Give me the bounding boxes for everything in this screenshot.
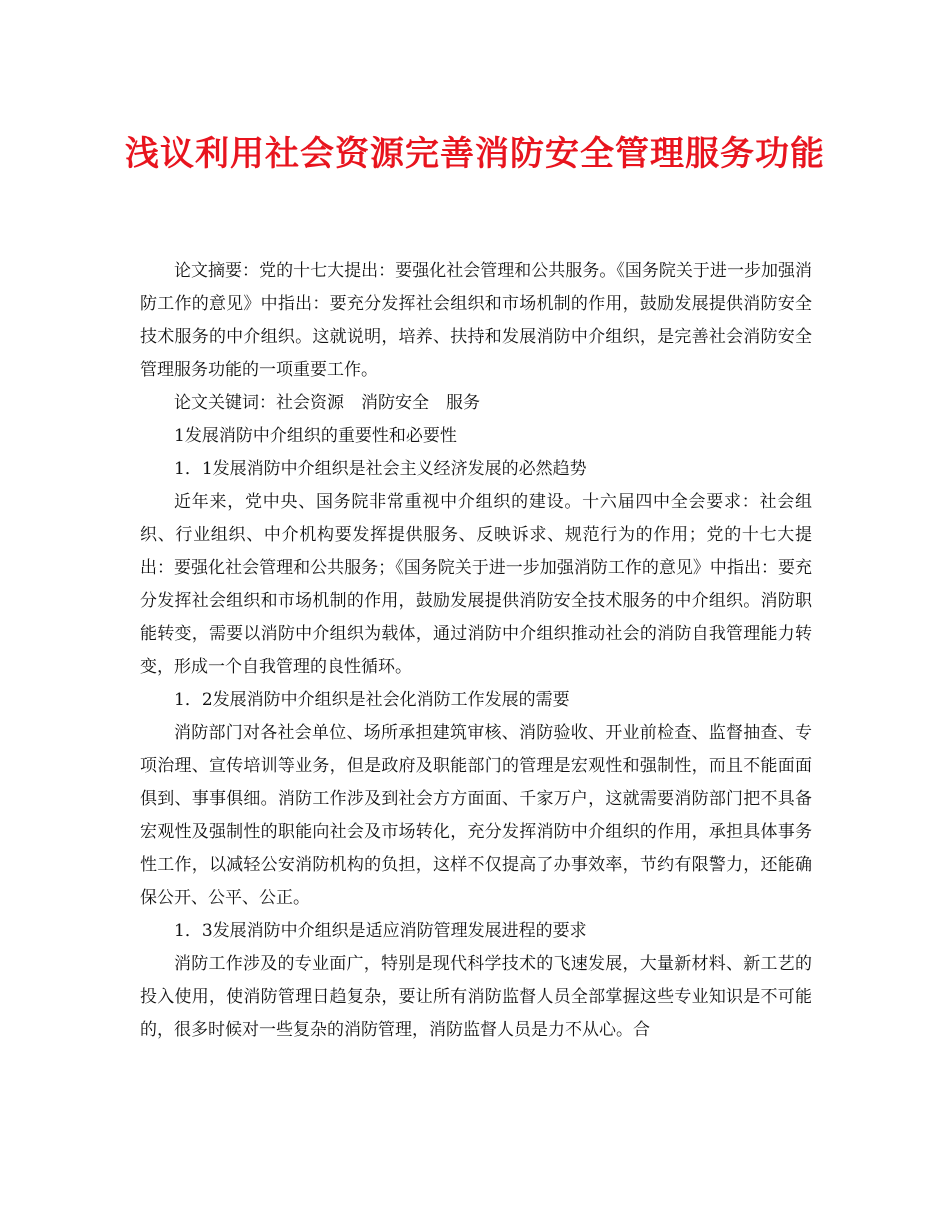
body-paragraph: 消防工作涉及的专业面广，特别是现代科学技术的飞速发展，大量新材料、新工艺的投入使用，使消防管理日趋复杂，要让所有消防监督人员全部掌握这些专业知识是不可能的，很多时候对一些复杂的消防管理，消防监督人员是力不从心。合 xyxy=(140,954,812,1040)
subsection-heading-1-1: 1．1发展消防中介组织是社会主义经济发展的必然趋势 xyxy=(174,459,587,479)
section-heading-1: 1发展消防中介组织的重要性和必要性 xyxy=(174,426,457,446)
keywords-line: 论文关键词：社会资源 消防安全 服务 xyxy=(174,393,480,413)
document-body xyxy=(140,255,812,1047)
document-title: 浅议利用社会资源完善消防安全管理服务功能 xyxy=(125,134,825,174)
abstract-paragraph: 论文摘要：党的十七大提出：要强化社会管理和公共服务。《国务院关于进一步加强消防工作的意见》中指出：要充分发挥社会组织和市场机制的作用，鼓励发展提供消防安全技术服务的中介组织。这就说明，培养、扶持和发展消防中介组织，是完善社会消防安全管理服务功能的一项重要工作。 xyxy=(140,261,812,380)
subsection-heading-1-2: 1．2发展消防中介组织是社会化消防工作发展的需要 xyxy=(174,690,570,710)
body-paragraph: 近年来，党中央、国务院非常重视中介组织的建设。十六届四中全会要求：社会组织、行业组织、中介机构要发挥提供服务、反映诉求、规范行为的作用；党的十七大提出：要强化社会管理和公共服务；《国务院关于进一步加强消防工作的意见》中指出：要充分发挥社会组织和市场机制的作用，鼓励发展提供消防安全技术服务的中介组织。消防职能转变，需要以消防中介组织为载体，通过消防中介组织推动社会的消防自我管理能力转变，形成一个自我管理的良性循环。 xyxy=(140,492,812,677)
body-paragraph: 消防部门对各社会单位、场所承担建筑审核、消防验收、开业前检查、监督抽查、专项治理、宣传培训等业务，但是政府及职能部门的管理是宏观性和强制性，而且不能面面俱到、事事俱细。消防工作涉及到社会方方面面、千家万户，这就需要消防部门把不具备宏观性及强制性的职能向社会及市场转化，充分发挥消防中介组织的作用，承担具体事务性工作，以减轻公安消防机构的负担，这样不仅提高了办事效率，节约有限警力，还能确保公开、公平、公正。 xyxy=(140,723,812,908)
subsection-heading-1-3: 1．3发展消防中介组织是适应消防管理发展进程的要求 xyxy=(174,921,587,941)
